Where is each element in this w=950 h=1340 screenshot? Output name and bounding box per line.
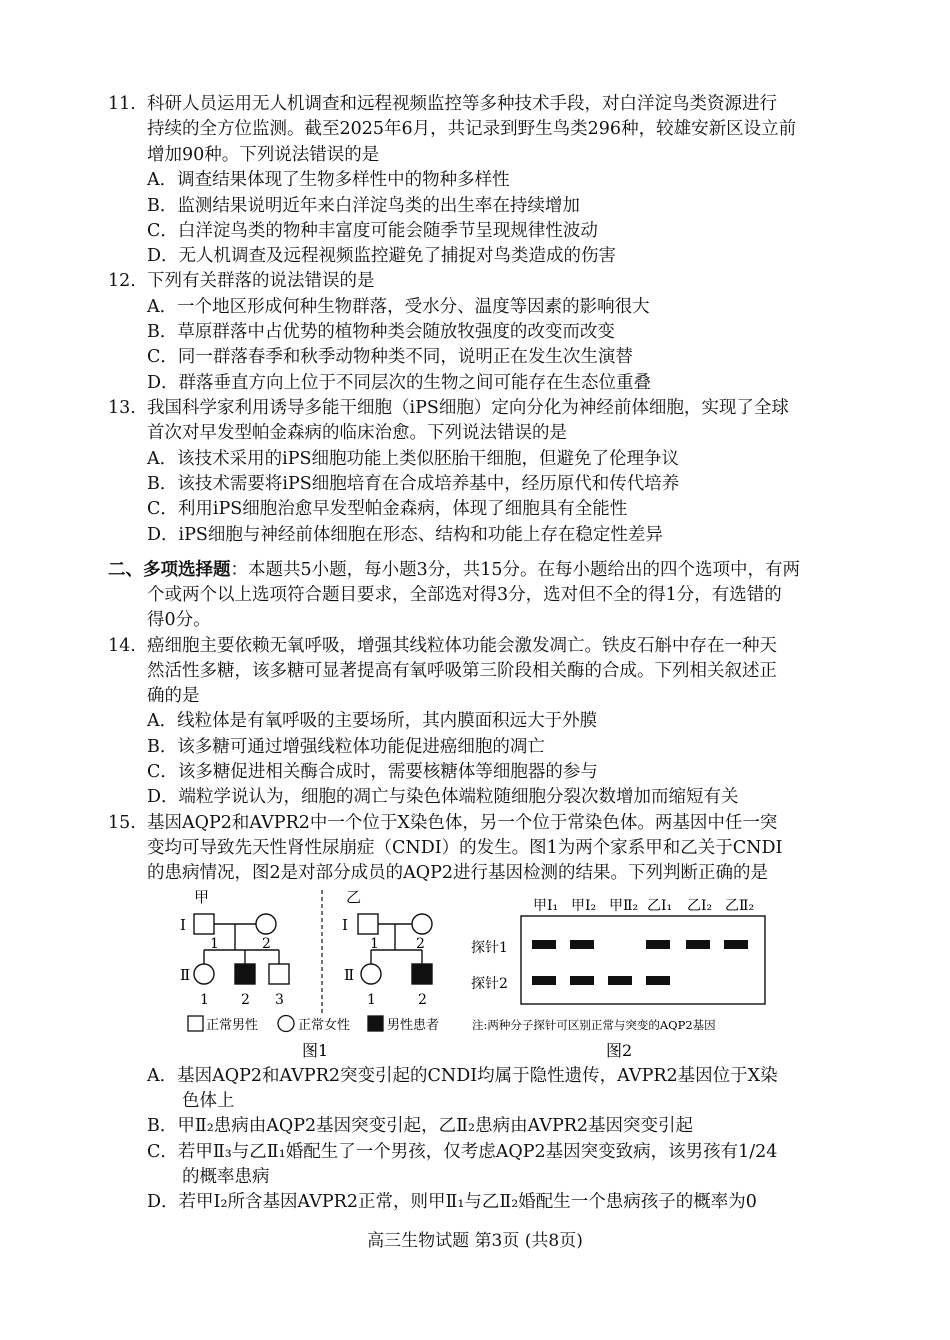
probe1-label: 探针1 bbox=[471, 940, 508, 956]
a-II1-normal-female bbox=[194, 964, 214, 984]
section2-line: 得0分。 bbox=[147, 610, 211, 630]
pedigree-and-probe-figure bbox=[180, 886, 780, 1064]
q14-stem-line: 确的是 bbox=[147, 686, 200, 706]
section2-text: ：本题共5小题，每小题3分，共15分。在每小题给出的四个选项中，有两 bbox=[230, 560, 801, 580]
probe-band bbox=[570, 976, 594, 985]
legend-patient-symbol bbox=[368, 1016, 383, 1031]
column-label: 甲Ⅱ₂ bbox=[609, 898, 639, 914]
q14-number: 14. bbox=[108, 636, 136, 656]
column-label: 乙Ⅰ₂ bbox=[687, 898, 713, 914]
probe2-label: 探针2 bbox=[471, 976, 508, 992]
gel-frame bbox=[521, 916, 765, 1004]
legend-male-label: 正常男性 bbox=[206, 1018, 259, 1033]
a-II2-male-patient bbox=[235, 964, 255, 984]
page-footer: 高三生物试题 第3页 (共8页) bbox=[367, 1231, 583, 1251]
probe-band bbox=[646, 940, 670, 949]
a-I1-normal-male bbox=[194, 914, 214, 934]
q11-option-d: D．无人机调查及远程视频监控避免了捕捉对鸟类造成的伤害 bbox=[147, 246, 617, 266]
q14-stem-line: 癌细胞主要依赖无氧呼吸，增强其线粒体功能会激发凋亡。铁皮石斛中存在一种天 bbox=[147, 636, 777, 656]
q15-option-b: B．甲Ⅱ₂患病由AQP2基因突变引起，乙Ⅱ₂患病由AVPR2基因突变引起 bbox=[147, 1116, 694, 1136]
figure1-caption: 图1 bbox=[302, 1041, 329, 1060]
q14-option-d: D．端粒学说认为，细胞的凋亡与染色体端粒随细胞分裂次数增加而缩短有关 bbox=[147, 787, 739, 807]
figure2-caption: 图2 bbox=[606, 1041, 633, 1060]
b-I1-normal-male bbox=[358, 914, 378, 934]
a-II1-number: 1 bbox=[200, 992, 209, 1008]
family-b-label: 乙 bbox=[346, 888, 362, 906]
probe-band bbox=[532, 940, 556, 949]
q13-option-c: C．利用iPS细胞治愈早发型帕金森病，体现了细胞具有全能性 bbox=[147, 499, 628, 519]
q12-option-a: A．一个地区形成何种生物群落，受水分、温度等因素的影响很大 bbox=[147, 297, 650, 317]
column-label: 乙Ⅰ₁ bbox=[647, 898, 673, 914]
q14-stem-line: 然活性多糖，该多糖可显著提高有氧呼吸第三阶段相关酶的合成。下列相关叙述正 bbox=[147, 661, 777, 681]
q13-stem-line: 我国科学家利用诱导多能干细胞（iPS细胞）定向分化为神经前体细胞，实现了全球 bbox=[147, 398, 789, 418]
b-II2-number: 2 bbox=[418, 992, 427, 1008]
a-II3-normal-male bbox=[269, 964, 289, 984]
q13-number: 13. bbox=[108, 398, 136, 418]
legend-patient-label: 男性患者 bbox=[387, 1018, 440, 1033]
q11-number: 11. bbox=[108, 94, 136, 114]
q14-option-b: B．该多糖可通过增强线粒体功能促进癌细胞的凋亡 bbox=[147, 737, 545, 757]
probe-band bbox=[724, 940, 748, 949]
figure2-note: 注:两种分子探针可区别正常与突变的AQP2基因 bbox=[472, 1018, 716, 1032]
q12-option-b: B．草原群落中占优势的植物种类会随放牧强度的改变而改变 bbox=[147, 322, 615, 342]
probe-band bbox=[570, 940, 594, 949]
section2-line: 个或两个以上选项符合题目要求，全部选对得3分，选对但不全的得1分，有选错的 bbox=[147, 585, 782, 605]
q11-option-a: A．调查结果体现了生物多样性中的物种多样性 bbox=[147, 170, 510, 190]
q11-option-c: C．白洋淀鸟类的物种丰富度可能会随季节呈现规律性波动 bbox=[147, 221, 598, 241]
q13-option-b: B．该技术需要将iPS细胞培育在合成培养基中，经历原代和传代培养 bbox=[147, 474, 680, 494]
q12-option-c: C．同一群落春季和秋季动物种类不同，说明正在发生次生演替 bbox=[147, 347, 633, 367]
q12-stem-line: 下列有关群落的说法错误的是 bbox=[147, 271, 375, 291]
column-label: 甲Ⅰ₁ bbox=[533, 898, 559, 914]
q12-number: 12. bbox=[108, 271, 136, 291]
legend-male-symbol bbox=[188, 1016, 203, 1031]
b-II2-male-patient bbox=[412, 964, 432, 984]
q11-stem-line: 增加90种。下列说法错误的是 bbox=[147, 145, 380, 165]
section2-title: 二、多项选择题 bbox=[108, 560, 231, 580]
q11-option-b: B．监测结果说明近年来白洋淀鸟类的出生率在持续增加 bbox=[147, 196, 580, 216]
a-I1-number: 1 bbox=[210, 936, 219, 952]
gen2-label: Ⅱ bbox=[180, 966, 191, 984]
gen1-label: Ⅰ bbox=[180, 916, 186, 934]
probe-gel bbox=[471, 898, 765, 1004]
probe-band bbox=[646, 976, 670, 985]
q15-stem-line: 的患病情况，图2是对部分成员的AQP2进行基因检测的结果。下列判断正确的是 bbox=[147, 863, 769, 883]
q14-option-a: A．线粒体是有氧呼吸的主要场所，其内膜面积远大于外膜 bbox=[147, 711, 598, 731]
q12-option-d: D．群落垂直方向上位于不同层次的生物之间可能存在生态位重叠 bbox=[147, 373, 652, 393]
legend-female-symbol bbox=[278, 1016, 294, 1032]
gen1-label: Ⅰ bbox=[342, 916, 348, 934]
b-I1-number: 1 bbox=[370, 936, 379, 952]
q14-option-c: C．该多糖促进相关酶合成时，需要核糖体等细胞器的参与 bbox=[147, 762, 598, 782]
gen2-label: Ⅱ bbox=[344, 966, 355, 984]
q15-option-c: C．若甲Ⅱ₃与乙Ⅱ₁婚配生了一个男孩，仅考虑AQP2基因突变致病，该男孩有1/24 bbox=[147, 1142, 778, 1162]
q15-stem-line: 基因AQP2和AVPR2中一个位于X染色体，另一个位于常染色体。两基因中任一突 bbox=[147, 813, 778, 833]
column-label: 甲Ⅰ₂ bbox=[571, 898, 597, 914]
q15-number: 15. bbox=[108, 813, 136, 833]
a-II2-number: 2 bbox=[241, 992, 250, 1008]
column-label: 乙Ⅱ₂ bbox=[725, 898, 755, 914]
q15-option-d: D．若甲Ⅰ₂所含基因AVPR2正常，则甲Ⅱ₁与乙Ⅱ₂婚配生一个患病孩子的概率为0 bbox=[147, 1192, 757, 1212]
a-I2-number: 2 bbox=[262, 936, 271, 952]
q15-option-c-cont: 的概率患病 bbox=[182, 1167, 270, 1187]
probe-band bbox=[532, 976, 556, 985]
b-I2-normal-female bbox=[412, 914, 432, 934]
b-I2-number: 2 bbox=[416, 936, 425, 952]
probe-band bbox=[686, 940, 710, 949]
a-I2-normal-female bbox=[256, 914, 276, 934]
q15-stem-line: 变均可导致先天性肾性尿崩症（CNDI）的发生。图1为两个家系甲和乙关于CNDI bbox=[147, 838, 783, 858]
q13-option-d: D．iPS细胞与神经前体细胞在形态、结构和功能上存在稳定性差异 bbox=[147, 525, 663, 545]
b-II1-normal-female bbox=[361, 964, 381, 984]
q13-stem-line: 首次对早发型帕金森病的临床治愈。下列说法错误的是 bbox=[147, 423, 567, 443]
q13-option-a: A．该技术采用的iPS细胞功能上类似胚胎干细胞，但避免了伦理争议 bbox=[147, 449, 679, 469]
legend-female-label: 正常女性 bbox=[298, 1018, 351, 1033]
q11-stem-line: 科研人员运用无人机调查和远程视频监控等多种技术手段，对白洋淀鸟类资源进行 bbox=[147, 94, 777, 114]
a-II3-number: 3 bbox=[275, 992, 284, 1008]
section2-line bbox=[108, 558, 800, 583]
b-II1-number: 1 bbox=[367, 992, 376, 1008]
q15-option-a: A．基因AQP2和AVPR2突变引起的CNDI均属于隐性遗传，AVPR2基因位于X染 bbox=[147, 1066, 778, 1086]
q15-option-a-cont: 色体上 bbox=[182, 1091, 235, 1111]
family-a-label: 甲 bbox=[194, 888, 210, 906]
q11-stem-line: 持续的全方位监测。截至2025年6月，共记录到野生鸟类296种，较雄安新区设立前 bbox=[147, 119, 797, 139]
probe-band bbox=[608, 976, 632, 985]
